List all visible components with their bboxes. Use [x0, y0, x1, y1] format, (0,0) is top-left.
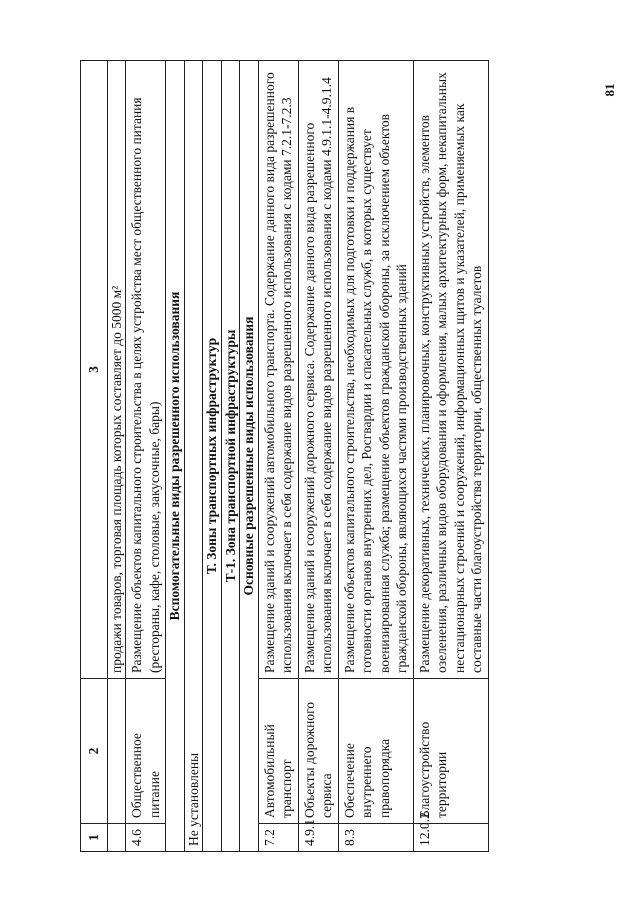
use-name: Общественное питание: [126, 679, 166, 824]
use-code: 7.2: [258, 824, 298, 852]
use-name: Обеспечение внутреннего правопорядка: [338, 679, 413, 824]
use-code: 4.9.1: [298, 824, 338, 852]
rotated-table-container: [80, 60, 536, 852]
use-code: 4.6: [126, 824, 166, 852]
use-description: Размещение объектов капитального строительства в целях устройства мест общественного питания (рестораны, кафе, столовые, закусочные, бары): [126, 61, 166, 679]
table-row: [126, 61, 166, 852]
use-description: Размещение зданий и сооружений дорожного сервиса. Содержание данного вида разрешенного использования включает в себя содержание видов разрешенного использования с кодами 4.9.1.1-4.9.1.4: [298, 61, 338, 679]
table-row: [184, 61, 203, 852]
cell-empty: [107, 824, 126, 852]
section-row: [240, 61, 259, 852]
header-col-1: 1: [81, 824, 108, 852]
table-row: [107, 61, 126, 852]
use-name: Объекты дорожного сервиса: [298, 679, 338, 824]
zone-heading: Т-1. Зона транспортной инфраструктуры: [221, 61, 240, 852]
table-row: [413, 61, 488, 852]
land-use-table: [80, 60, 489, 852]
use-description: Размещение декоративных, технических, планировочных, конструктивных устройств, элементов озеленения, различных видов оборудования и оформления, малых архитектурных форм, некапитальных нестационарных строений и сооружений, информационных щитов и указателей, применяемых как составные части благоустройства территории, общественных туалетов: [413, 61, 488, 679]
continued-description: продажи товаров, торговая площадь которых составляет до 5000 м²: [107, 61, 126, 679]
basic-uses-heading: Основные разрешенные виды использования: [240, 61, 259, 852]
aux-uses-none: Не установлены: [184, 61, 203, 852]
table-row: [258, 61, 298, 852]
table-header-row: [81, 61, 108, 852]
section-row: [203, 61, 222, 852]
use-name: Благоустройство территории: [413, 679, 488, 824]
table-row: [338, 61, 413, 852]
use-code: 12.0.2: [413, 824, 488, 852]
use-name: Автомобильный транспорт: [258, 679, 298, 824]
page-number: 81: [602, 83, 617, 97]
use-description: Размещение объектов капитального строительства, необходимых для подготовки и поддержания в готовности органов внутренних дел, Росгвардии и спасательных служб, в которых существует военизированная служба; размещение объектов гражданской обороны, за исключением объектов гражданской обороны, являющихся частями производственных зданий: [338, 61, 413, 679]
table-row: [298, 61, 338, 852]
use-description: Размещение зданий и сооружений автомобильного транспорта. Содержание данного вида разрешенного использования включает в себя содержание видов разрешенного использования с кодами 7.2.1-7.2.3: [258, 61, 298, 679]
aux-uses-heading: Вспомогательные виды разрешенного использования: [166, 61, 185, 852]
zone-group-heading: Т. Зоны транспортных инфраструктур: [203, 61, 222, 852]
section-row: [221, 61, 240, 852]
section-row: [166, 61, 185, 852]
use-code: 8.3: [338, 824, 413, 852]
header-col-3: 3: [81, 61, 108, 679]
header-col-2: 2: [81, 679, 108, 824]
cell-empty: [107, 679, 126, 824]
